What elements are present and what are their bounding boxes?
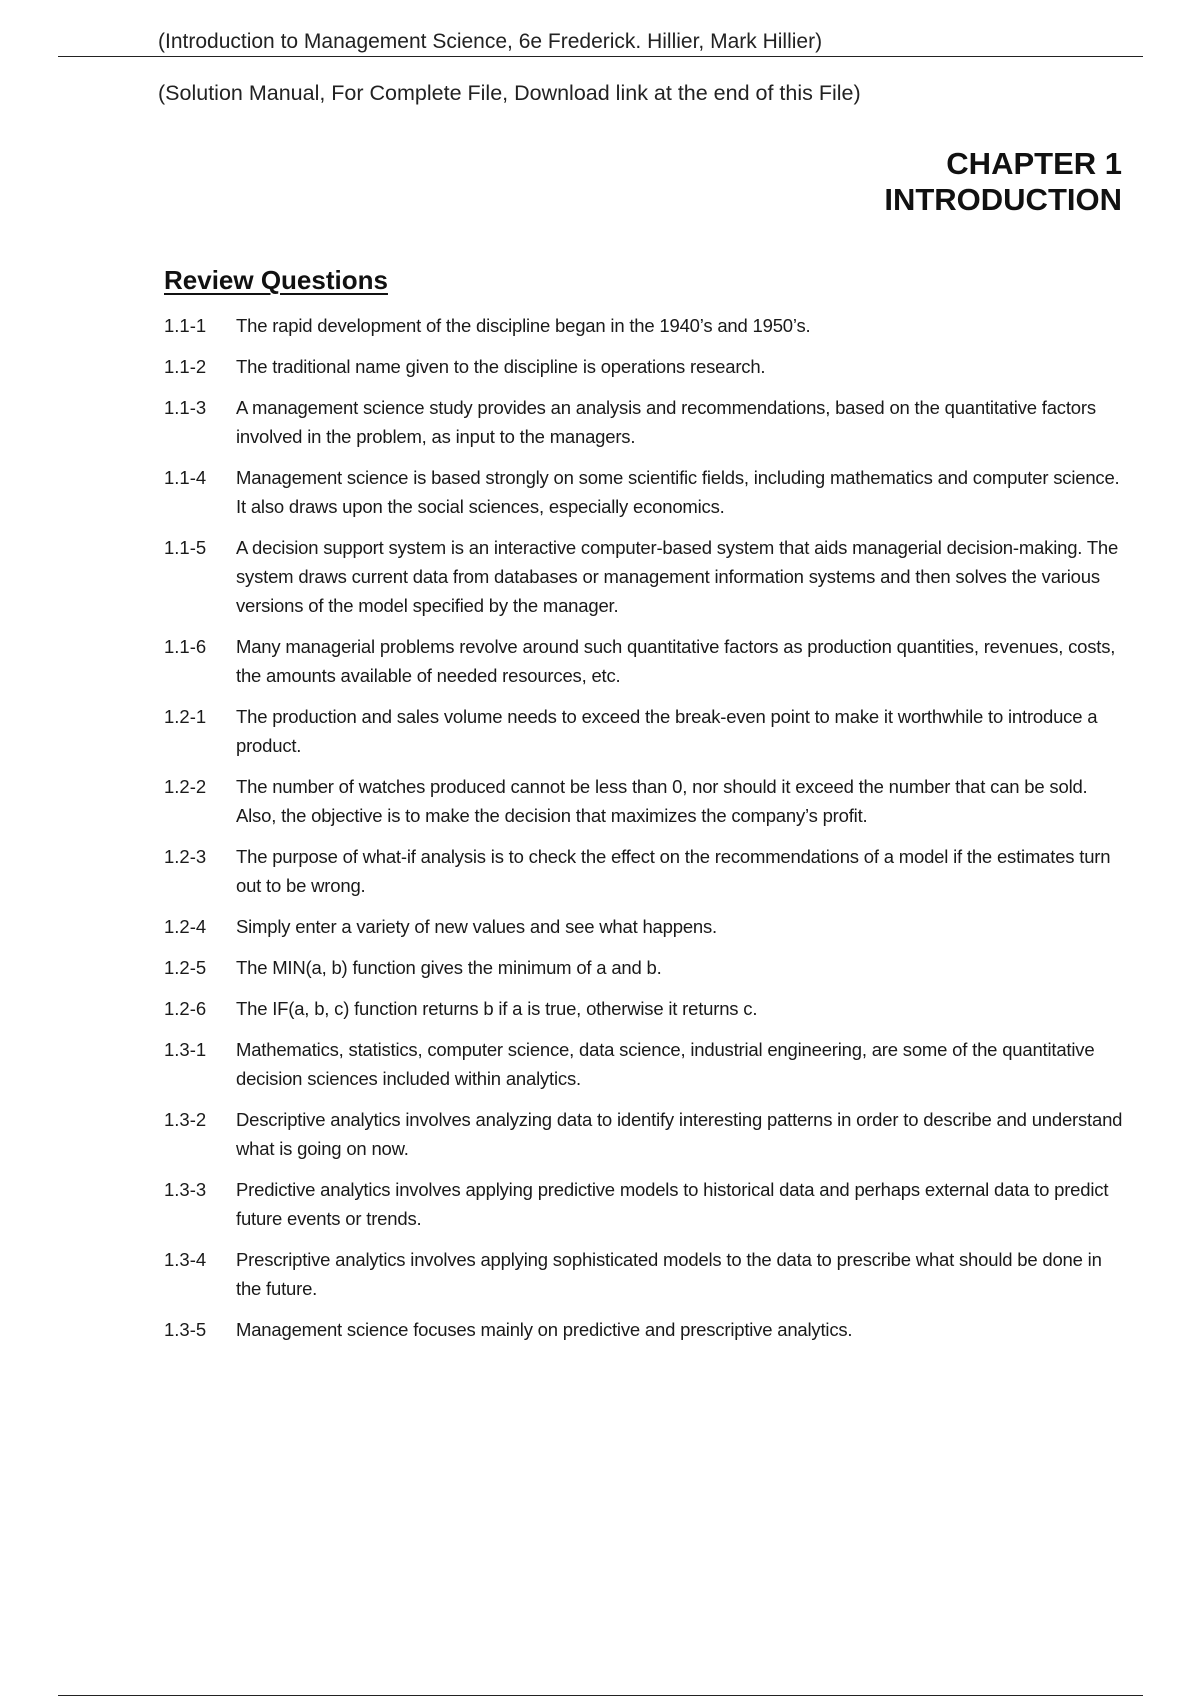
question-answer: A decision support system is an interactive computer-based system that aids managerial decision-making. The system draws current data from databases or management information systems and then solves the various versions of the model specified by the manager. — [236, 537, 1119, 616]
question-answer: The number of watches produced cannot be less than 0, nor should it exceed the number that can be sold. Also, the objective is to make the decision that maximizes the company’s profit. — [236, 776, 1088, 826]
question-number: 1.1-3 — [164, 397, 207, 418]
question-item — [164, 912, 1124, 941]
question-answer: The production and sales volume needs to exceed the break-even point to make it worthwhile to introduce a product. — [236, 706, 1098, 756]
question-item — [164, 994, 1124, 1023]
question-number: 1.2-3 — [164, 846, 207, 867]
review-questions-list — [164, 311, 1124, 1356]
question-number: 1.3-1 — [164, 1039, 207, 1060]
question-answer: Mathematics, statistics, computer science, data science, industrial engineering, are some of the quantitative decision sciences included within analytics. — [236, 1039, 1095, 1089]
question-answer: Predictive analytics involves applying predictive models to historical data and perhaps external data to predict future events or trends. — [236, 1179, 1109, 1229]
question-item — [164, 533, 1124, 620]
question-answer: Management science focuses mainly on predictive and prescriptive analytics. — [236, 1319, 853, 1340]
question-answer: The traditional name given to the discipline is operations research. — [236, 356, 766, 377]
question-item — [164, 393, 1124, 451]
question-number: 1.3-5 — [164, 1319, 207, 1340]
question-number: 1.3-4 — [164, 1249, 207, 1270]
question-item — [164, 1035, 1124, 1093]
question-answer: The purpose of what-if analysis is to check the effect on the recommendations of a model if the estimates turn out to be wrong. — [236, 846, 1111, 896]
question-number: 1.1-5 — [164, 537, 207, 558]
question-item — [164, 1315, 1124, 1344]
question-item — [164, 772, 1124, 830]
question-item — [164, 702, 1124, 760]
question-item — [164, 352, 1124, 381]
question-number: 1.2-5 — [164, 957, 207, 978]
question-item — [164, 311, 1124, 340]
question-answer: The rapid development of the discipline began in the 1940’s and 1950’s. — [236, 315, 811, 336]
chapter-heading — [884, 146, 1122, 218]
question-number: 1.2-6 — [164, 998, 207, 1019]
chapter-number: CHAPTER 1 — [946, 146, 1122, 181]
question-answer: Management science is based strongly on some scientific fields, including mathematics and computer science. It also draws upon the social sciences, especially economics. — [236, 467, 1120, 517]
question-number: 1.3-2 — [164, 1109, 207, 1130]
question-item — [164, 953, 1124, 982]
book-title-header: (Introduction to Management Science, 6e Frederick. Hillier, Mark Hillier) — [158, 30, 823, 53]
chapter-title: INTRODUCTION — [884, 182, 1122, 217]
question-item — [164, 842, 1124, 900]
question-number: 1.1-1 — [164, 315, 207, 336]
question-answer: A management science study provides an analysis and recommendations, based on the quantitative factors involved in the problem, as input to the managers. — [236, 397, 1096, 447]
question-number: 1.2-4 — [164, 916, 207, 937]
question-number: 1.3-3 — [164, 1179, 207, 1200]
question-number: 1.2-2 — [164, 776, 207, 797]
header-divider — [58, 56, 1143, 57]
question-number: 1.1-2 — [164, 356, 207, 377]
question-item — [164, 463, 1124, 521]
question-number: 1.1-4 — [164, 467, 207, 488]
question-number: 1.1-6 — [164, 636, 207, 657]
question-answer: Many managerial problems revolve around such quantitative factors as production quantities, revenues, costs, the amounts available of needed resources, etc. — [236, 636, 1116, 686]
question-item — [164, 632, 1124, 690]
question-answer: Descriptive analytics involves analyzing data to identify interesting patterns in order to describe and understand what is going on now. — [236, 1109, 1123, 1159]
question-item — [164, 1175, 1124, 1233]
solution-manual-note: (Solution Manual, For Complete File, Download link at the end of this File) — [158, 81, 861, 105]
question-item — [164, 1245, 1124, 1303]
question-answer: The MIN(a, b) function gives the minimum of a and b. — [236, 957, 662, 978]
question-answer: Prescriptive analytics involves applying sophisticated models to the data to prescribe what should be done in the future. — [236, 1249, 1102, 1299]
question-answer: Simply enter a variety of new values and see what happens. — [236, 916, 717, 937]
section-title: Review Questions — [164, 265, 388, 295]
question-answer: The IF(a, b, c) function returns b if a is true, otherwise it returns c. — [236, 998, 758, 1019]
question-number: 1.2-1 — [164, 706, 207, 727]
footer-divider — [58, 1695, 1143, 1696]
question-item — [164, 1105, 1124, 1163]
